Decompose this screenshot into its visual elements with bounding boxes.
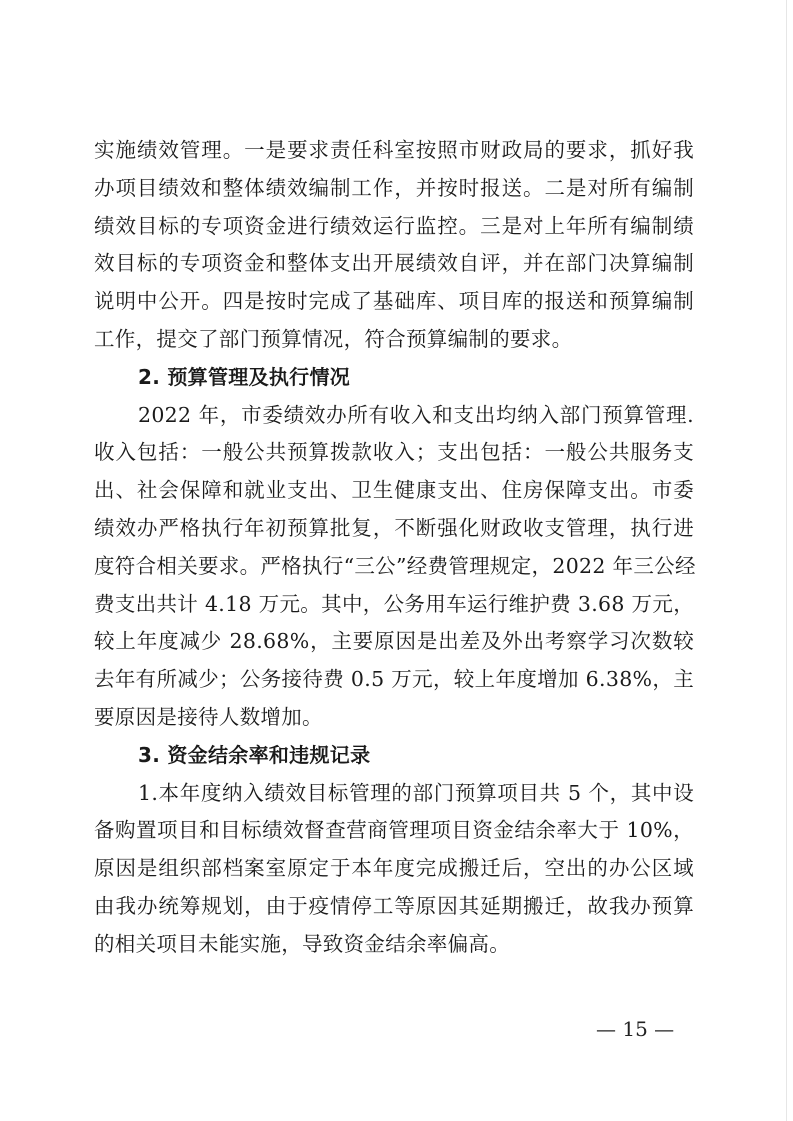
text-line: 较上年度减少 28.68%，主要原因是出差及外出考察学习次数较 xyxy=(94,629,694,654)
text-line: 的相关项目未能实施，导致资金结余率偏高。 xyxy=(94,931,510,956)
text-line: 工作，提交了部门预算情况，符合预算编制的要求。 xyxy=(94,326,573,351)
page-edge-divider xyxy=(786,0,787,1121)
section-heading-budget-management: 2. 预算管理及执行情况 xyxy=(138,364,351,389)
text-line: 实施绩效管理。一是要求责任科室按照市财政局的要求，抓好我 xyxy=(94,138,694,162)
text-line: 由我办统筹规划，由于疫情停工等原因其延期搬迁，故我办预算 xyxy=(94,893,694,918)
text-line: 收入包括：一般公共预算拨款收入；支出包括：一般公共服务支 xyxy=(94,440,694,465)
text-line: 原因是组织部档案室原定于本年度完成搬迁后，空出的办公区域 xyxy=(94,856,694,881)
text-line: 备购置项目和目标绩效督查营商管理项目资金结余率大于 10%， xyxy=(94,818,694,843)
text-line: 绩效目标的专项资金进行绩效运行监控。三是对上年所有编制绩 xyxy=(94,213,694,238)
text-line: 要原因是接待人数增加。 xyxy=(94,704,323,729)
text-line: 费支出共计 4.18 万元。其中，公务用车运行维护费 3.68 万元， xyxy=(94,591,694,616)
text-line: 办项目绩效和整体绩效编制工作，并按时报送。二是对所有编制 xyxy=(94,175,694,200)
text-line: 2022 年，市委绩效办所有收入和支出均纳入部门预算管理. xyxy=(138,402,694,427)
text-line: 1.本年度纳入绩效目标管理的部门预算项目共 5 个，其中设 xyxy=(138,780,694,805)
paragraph-budget-execution xyxy=(94,397,694,737)
text-line: 去年有所减少；公务接待费 0.5 万元，较上年度增加 6.38%，主 xyxy=(94,667,694,692)
page-number: — 15 — xyxy=(596,1017,675,1041)
text-line: 出、社会保障和就业支出、卫生健康支出、住房保障支出。市委 xyxy=(94,478,694,503)
text-line: 度符合相关要求。严格执行“三公”经费管理规定，2022 年三公经 xyxy=(94,553,696,578)
document-body xyxy=(94,132,694,964)
text-line: 说明中公开。四是按时完成了基础库、项目库的报送和预算编制 xyxy=(94,289,694,314)
paragraph-fund-balance xyxy=(94,775,694,964)
text-line: 绩效办严格执行年初预算批复，不断强化财政收支管理，执行进 xyxy=(94,515,694,540)
section-heading-fund-balance: 3. 资金结余率和违规记录 xyxy=(138,742,371,767)
paragraph-performance-management xyxy=(94,132,694,359)
text-line: 效目标的专项资金和整体支出开展绩效自评，并在部门决算编制 xyxy=(94,251,694,276)
